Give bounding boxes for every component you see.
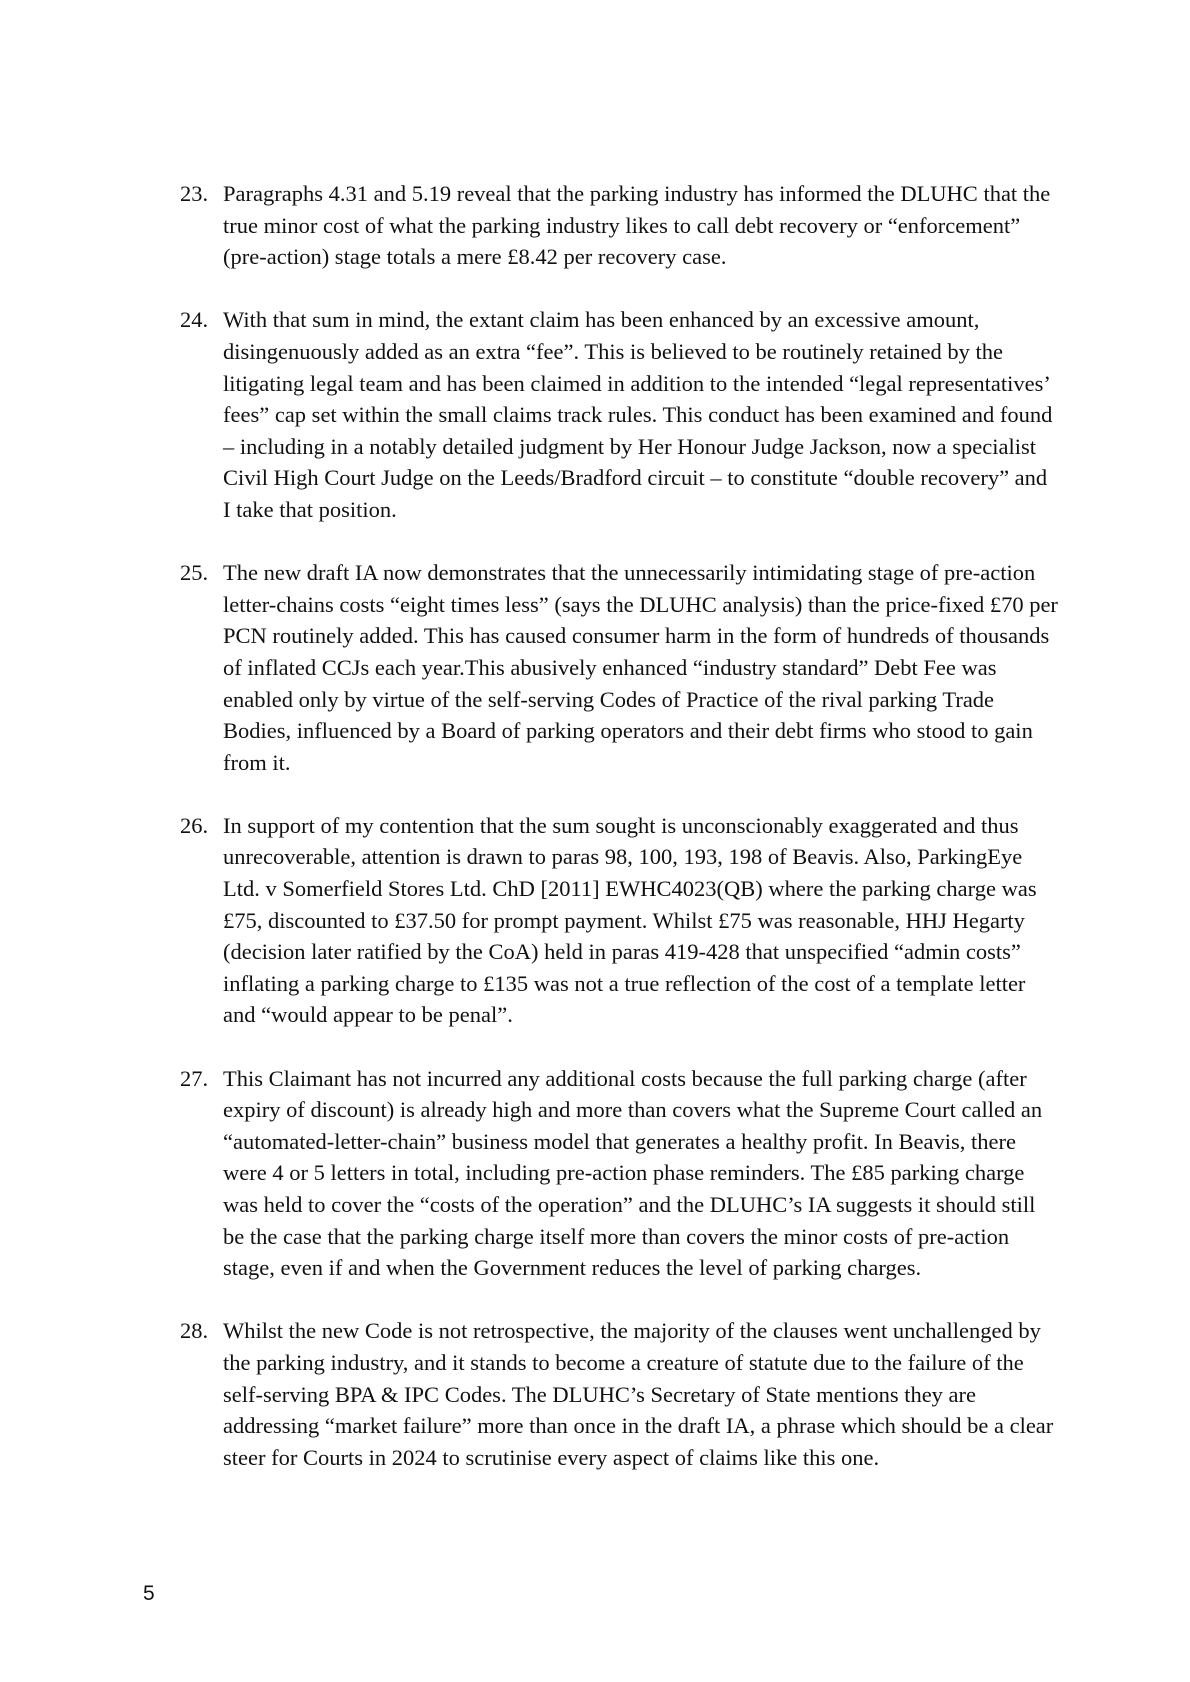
document-body <box>180 178 1060 1505</box>
paragraph-number: 23. <box>180 181 209 206</box>
paragraph-23 <box>180 178 1060 273</box>
paragraph-text: The new draft IA now demonstrates that the unnecessarily intimidating stage of pre-action letter-chains costs “eight times less” (says the DLUHC analysis) than the price-fixed £70 per PCN routinely added. This has caused consumer harm in the form of hundreds of thousands of inflated CCJs each year.This abusively enhanced “industry standard” Debt Fee was enabled only by virtue of the self-serving Codes of Practice of the rival parking Trade Bodies, influenced by a Board of parking operators and their debt firms who stood to gain from it. <box>223 560 1058 775</box>
paragraph-text: Paragraphs 4.31 and 5.19 reveal that the parking industry has informed the DLUHC that the true minor cost of what the parking industry likes to call debt recovery or “enforcement” (pre-action) stage totals a mere £8.42 per recovery case. <box>223 181 1051 270</box>
paragraph-25 <box>180 557 1060 778</box>
paragraph-24 <box>180 304 1060 525</box>
paragraph-number: 28. <box>180 1318 209 1344</box>
paragraph-text: Whilst the new Code is not retrospective, the majority of the clauses went unchallenged by the parking industry, and it stands to become a creature of statute due to the failure of the self-serving BPA & IPC Codes. The DLUHC’s Secretary of State mentions they are addressing “market failure” more than once in the draft IA, a phrase which should be a clear steer for Courts in 2024 to scrutinise every aspect of claims like this one. <box>223 1318 1054 1470</box>
paragraph-text: With that sum in mind, the extant claim has been enhanced by an excessive amount, disingenuously added as an extra “fee”. This is believed to be routinely retained by the litigating legal team and has been claimed in addition to the intended “legal representatives’ fees” cap set within the small claims track rules. This conduct has been examined and found – including in a notably detailed judgment by Her Honour Judge Jackson, now a specialist Civil High Court Judge on the Leeds/Bradford circuit – to constitute “double recovery” and I take that position. <box>223 307 1053 522</box>
paragraph-number: 25. <box>180 560 209 586</box>
paragraph-text: In support of my contention that the sum sought is unconscionably exaggerated and thus unrecoverable, attention is drawn to paras 98, 100, 193, 198 of Beavis. Also, ParkingEye Ltd. v Somerfield Stores Ltd. ChD [2011] EWHC4023(QB) where the parking charge was £75, discounted to £37.50 for prompt payment. Whilst £75 was reasonable, HHJ Hegarty (decision later ratified by the CoA) held in paras 419-428 that unspecified “admin costs” inflating a parking charge to £135 was not a true reflection of the cost of a template letter and “would appear to be penal”. <box>223 812 1037 1028</box>
paragraph-text: This Claimant has not incurred any additional costs because the full parking charge (after expiry of discount) is already high and more than covers what the Supreme Court called an “automated-letter-chain” business model that generates a healthy profit. In Beavis, there were 4 or 5 letters in total, including pre-action phase reminders. The £85 parking charge was held to cover the “costs of the operation” and the DLUHC’s IA suggests it should still be the case that the parking charge itself more than covers the minor costs of pre-action stage, even if and when the Government reduces the level of parking charges. <box>223 1065 1043 1281</box>
paragraph-27 <box>180 1063 1060 1284</box>
paragraph-number: 24. <box>180 307 209 333</box>
paragraph-number: 26. <box>180 812 209 838</box>
paragraph-number: 27. <box>180 1065 209 1091</box>
paragraph-28 <box>180 1315 1060 1473</box>
paragraph-26 <box>180 810 1060 1031</box>
page-number: 5 <box>143 1582 155 1605</box>
